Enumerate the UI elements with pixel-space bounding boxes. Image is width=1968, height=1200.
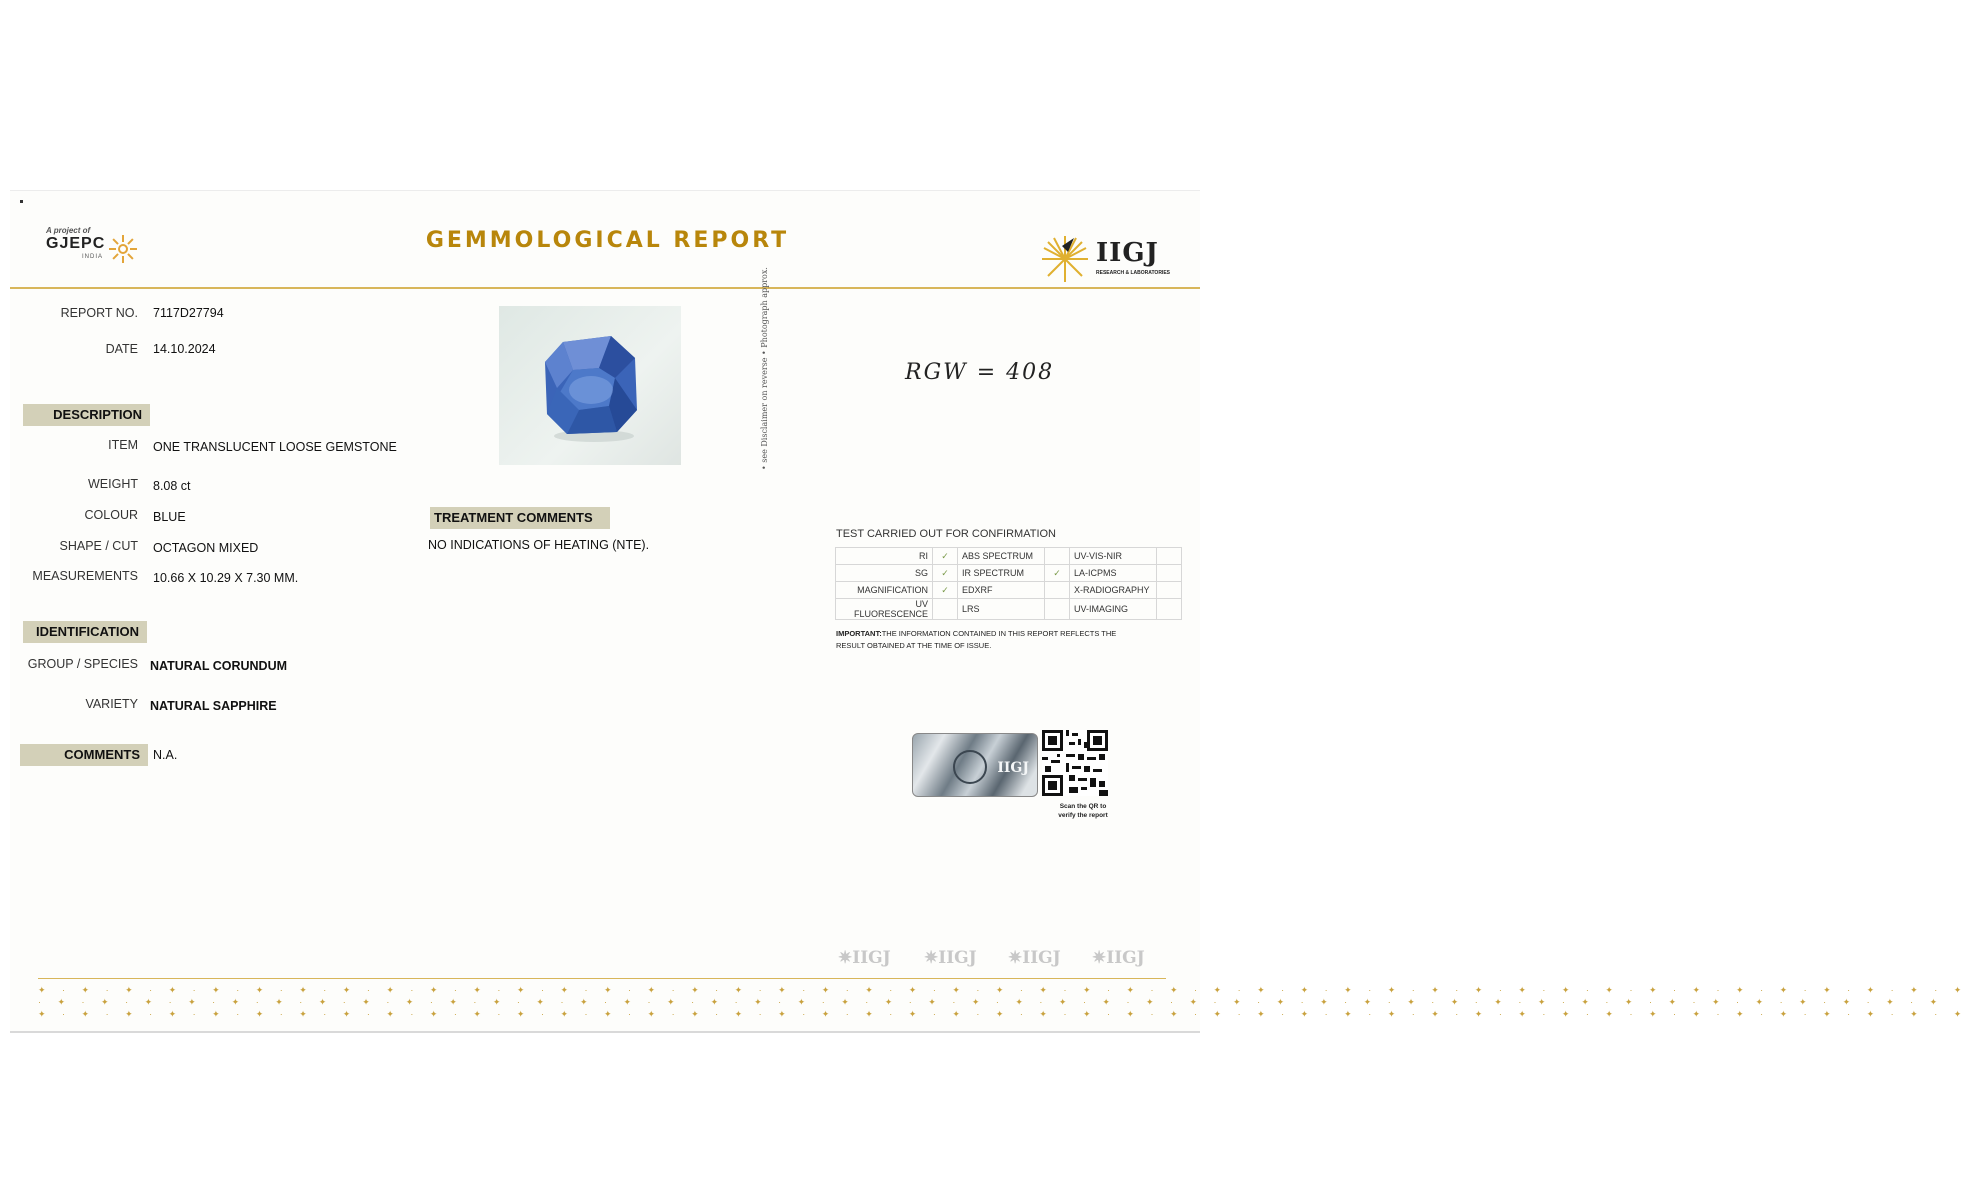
report-title: GEMMOLOGICAL REPORT	[425, 228, 790, 253]
check-icon: ✓	[1045, 565, 1070, 582]
footer-watermarks	[838, 948, 1168, 976]
measurements-label: MEASUREMENTS	[32, 569, 138, 583]
watermark-logo: ✷IIGJ	[838, 948, 891, 968]
variety-value: NATURAL SAPPHIRE	[150, 699, 277, 713]
date-value: 14.10.2024	[153, 342, 216, 356]
test-name: UV-IMAGING	[1070, 599, 1157, 620]
scan-mark	[20, 200, 23, 203]
qr-caption-line2: verify the report	[1058, 812, 1108, 819]
qr-code-icon	[1042, 730, 1108, 796]
important-note	[836, 628, 1126, 652]
hologram-logo: IIGJ	[997, 760, 1029, 776]
variety-label: VARIETY	[85, 697, 138, 711]
check-cell	[1157, 548, 1182, 565]
header-rule	[10, 287, 1200, 289]
photo-disclaimer: • see Disclaimer on reverse • Photograph approx.	[760, 267, 769, 470]
handwritten-note: RGW = 408	[905, 360, 1055, 385]
check-icon	[1045, 548, 1070, 565]
test-name: MAGNIFICATION	[836, 582, 933, 599]
comments-heading: COMMENTS	[20, 744, 148, 766]
iigj-starburst-icon	[1040, 234, 1090, 284]
hologram-seal	[912, 733, 1038, 797]
project-of-text: A project of	[46, 226, 91, 235]
qr-caption	[1040, 802, 1126, 820]
tests-row	[836, 599, 1182, 620]
weight-value: 8.08 ct	[153, 479, 191, 493]
colour-label: COLOUR	[84, 508, 138, 522]
check-cell	[1157, 582, 1182, 599]
india-text: INDIA	[82, 254, 104, 260]
treatment-value: NO INDICATIONS OF HEATING (NTE).	[428, 538, 650, 552]
test-name: ABS SPECTRUM	[958, 548, 1045, 565]
tests-table	[835, 547, 1182, 620]
check-icon	[933, 599, 958, 620]
measurements-value: 10.66 X 10.29 X 7.30 MM.	[153, 571, 299, 585]
tests-row	[836, 565, 1182, 582]
check-icon	[1045, 599, 1070, 620]
watermark-logo: ✷IIGJ	[924, 948, 977, 968]
test-name: UV-VIS-NIR	[1070, 548, 1157, 565]
test-name: LA-ICPMS	[1070, 565, 1157, 582]
report-no-label: REPORT NO.	[60, 306, 138, 320]
check-icon: ✓	[933, 565, 958, 582]
check-cell	[1157, 565, 1182, 582]
test-name: SG	[836, 565, 933, 582]
item-value: ONE TRANSLUCENT LOOSE GEMSTONE	[153, 440, 397, 454]
check-cell	[1157, 599, 1182, 620]
tests-heading: TEST CARRIED OUT FOR CONFIRMATION	[836, 528, 1057, 540]
iigj-subtitle: RESEARCH & LABORATORIES	[1096, 270, 1170, 276]
qr-code[interactable]	[1042, 730, 1108, 796]
footer-rule	[38, 978, 1166, 979]
test-name: LRS	[958, 599, 1045, 620]
test-name: IR SPECTRUM	[958, 565, 1045, 582]
tests-row	[836, 582, 1182, 599]
gjepc-text: GJEPC	[46, 235, 106, 252]
check-icon	[1045, 582, 1070, 599]
comments-value: N.A.	[153, 748, 178, 762]
shape-label: SHAPE / CUT	[59, 539, 138, 553]
qr-caption-line1: Scan the QR to	[1059, 803, 1107, 810]
colour-value: BLUE	[153, 510, 186, 524]
shape-value: OCTAGON MIXED	[153, 541, 259, 555]
identification-heading: IDENTIFICATION	[23, 621, 147, 643]
iigj-text: IIGJ	[1096, 238, 1159, 268]
watermark-logo: ✷IIGJ	[1008, 948, 1061, 968]
description-heading: DESCRIPTION	[23, 404, 150, 426]
group-label: GROUP / SPECIES	[27, 657, 138, 671]
sapphire-gem-icon	[499, 306, 681, 465]
check-icon: ✓	[933, 582, 958, 599]
report-no-value: 7117D27794	[153, 306, 224, 320]
iigj-logo	[1040, 232, 1175, 288]
date-label: DATE	[105, 342, 138, 356]
test-name: X-RADIOGRAPHY	[1070, 582, 1157, 599]
gemstone-photo	[499, 306, 681, 465]
watermark-logo: ✷IIGJ	[1092, 948, 1145, 968]
footer-star-border: ✦ · ✦ · ✦ · ✦ · ✦ · ✦ · ✦ · ✦ · ✦ · ✦ · ✦ · ✦ · ✦ · ✦ · ✦ · ✦ · ✦ · ✦ · ✦ · ✦ · ✦ · ✦ · ✦ · ✦ · ✦ · ✦ · ✦ · ✦ · ✦ · ✦ · ✦ · ✦ · ✦ · ✦ · ✦ · ✦ · ✦ · ✦ · ✦ · ✦ · ✦ · ✦ · ✦ · ✦ · ✦ · ✦ · ✦ · ✦ · ✦ · ✦ · ✦ · ✦ · ✦ · ✦ · ✦ · ✦ · ✦ · ✦ · ✦ · ✦ · ✦ · ✦ · ✦ · ✦ · ✦ · ✦ · ✦ · ✦ · ✦ · ✦ · ✦ · ✦ · ✦ · ✦ · ✦ · ✦ · ✦ · ✦ · ✦ · ✦ · ✦ · ✦ · ✦ · ✦ · ✦ · ✦ · ✦ · ✦ · ✦ ✦ · ✦ · ✦ · ✦ · ✦ · ✦ · ✦ · ✦ · ✦ · ✦ · ✦ · ✦ · ✦ · ✦ · ✦ · ✦ · ✦ · ✦ · ✦ · ✦ · ✦ · ✦ · ✦ · ✦ · ✦ · ✦ · ✦ · ✦ · ✦ · ✦ · ✦ · ✦ · ✦ · ✦ · ✦ · ✦ · ✦ · ✦ · ✦ · ✦ · ✦ · ✦ · ✦ · ✦ · ✦	[38, 985, 1968, 1019]
test-name: RI	[836, 548, 933, 565]
test-name: EDXRF	[958, 582, 1045, 599]
weight-label: WEIGHT	[88, 477, 138, 491]
important-text: THE INFORMATION CONTAINED IN THIS REPORT REFLECTS THE RESULT OBTAINED AT THE TIME OF ISSUE.	[836, 629, 1117, 650]
important-bold: IMPORTANT:	[836, 629, 882, 638]
treatment-heading: TREATMENT COMMENTS	[430, 507, 610, 529]
group-value: NATURAL CORUNDUM	[150, 659, 288, 673]
check-icon: ✓	[933, 548, 958, 565]
hologram-globe-icon	[953, 750, 987, 784]
item-label: ITEM	[108, 438, 138, 452]
test-name: UV FLUORESCENCE	[836, 599, 933, 620]
tests-row	[836, 548, 1182, 565]
